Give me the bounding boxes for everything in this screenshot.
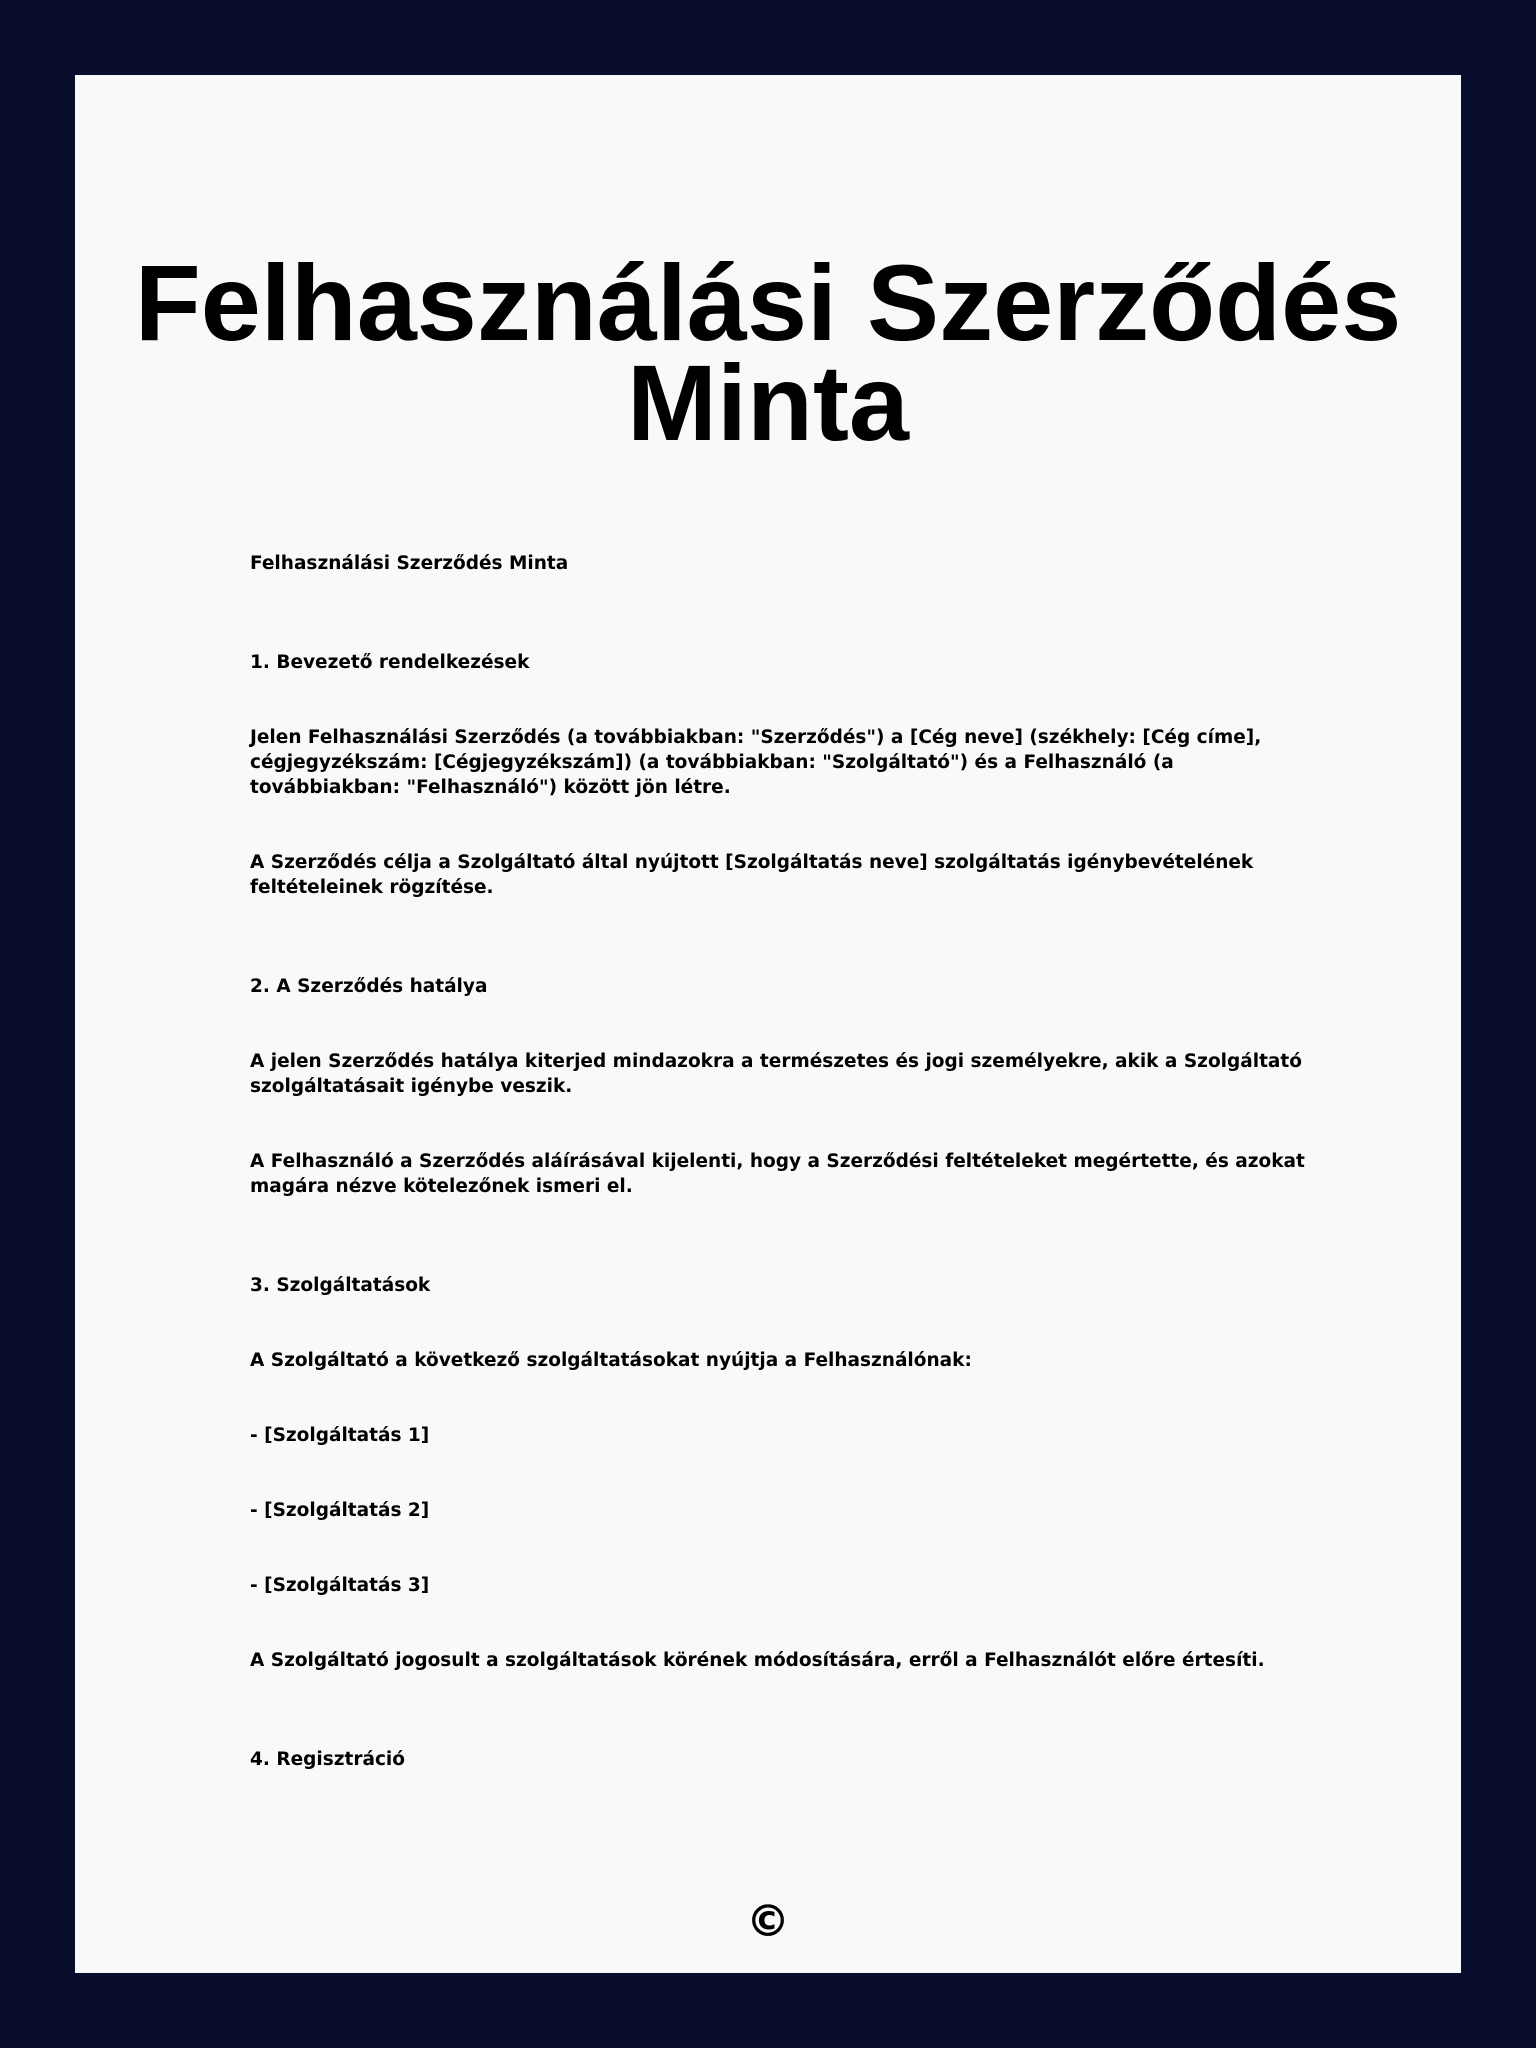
section-heading-3: 3. Szolgáltatások xyxy=(250,1275,431,1296)
section-3-paragraph-2: A Szolgáltató jogosult a szolgáltatások körének módosítására, erről a Felhasználót előre értesíti. xyxy=(250,1650,1265,1671)
section-2-paragraph-1: A jelen Szerződés hatálya kiterjed mindazokra a természetes és jogi személyekre, akik a Szolgáltató szolgáltatásait igénybe veszik. xyxy=(250,1051,1302,1097)
section-3-list-item-2: - [Szolgáltatás 2] xyxy=(250,1500,430,1521)
section-3-list-item-3: - [Szolgáltatás 3] xyxy=(250,1575,430,1596)
section-heading-1: 1. Bevezető rendelkezések xyxy=(250,652,530,673)
document-body xyxy=(250,551,1310,1772)
copyright-icon: © xyxy=(746,1896,790,1947)
section-1-paragraph-2: A Szerződés célja a Szolgáltató által nyújtott [Szolgáltatás neve] szolgáltatás igénybevételének feltételeinek rögzítése. xyxy=(250,852,1254,898)
section-heading-2: 2. A Szerződés hatálya xyxy=(250,976,488,997)
section-heading-4: 4. Regisztráció xyxy=(250,1749,405,1770)
section-1-paragraph-1: Jelen Felhasználási Szerződés (a továbbiakban: "Szerződés") a [Cég neve] (székhely: [Cég címe], cégjegyzékszám: [Cégjegyzékszám]) (a továbbiakban: "Szolgáltató") és a Felhasználó (a továbbiakban: "Felhasználó") között jön létre. xyxy=(250,727,1262,798)
section-2-paragraph-2: A Felhasználó a Szerződés aláírásával kijelenti, hogy a Szerződési feltételeket megértette, és azokat magára nézve kötelezőnek ismeri el. xyxy=(250,1151,1305,1197)
section-3-list-item-1: - [Szolgáltatás 1] xyxy=(250,1425,430,1446)
document-title: Felhasználási Szerződés Minta xyxy=(134,242,1402,463)
document-page xyxy=(75,75,1461,1973)
document-subtitle: Felhasználási Szerződés Minta xyxy=(250,553,569,574)
section-3-paragraph-1: A Szolgáltató a következő szolgáltatásokat nyújtja a Felhasználónak: xyxy=(250,1350,972,1371)
